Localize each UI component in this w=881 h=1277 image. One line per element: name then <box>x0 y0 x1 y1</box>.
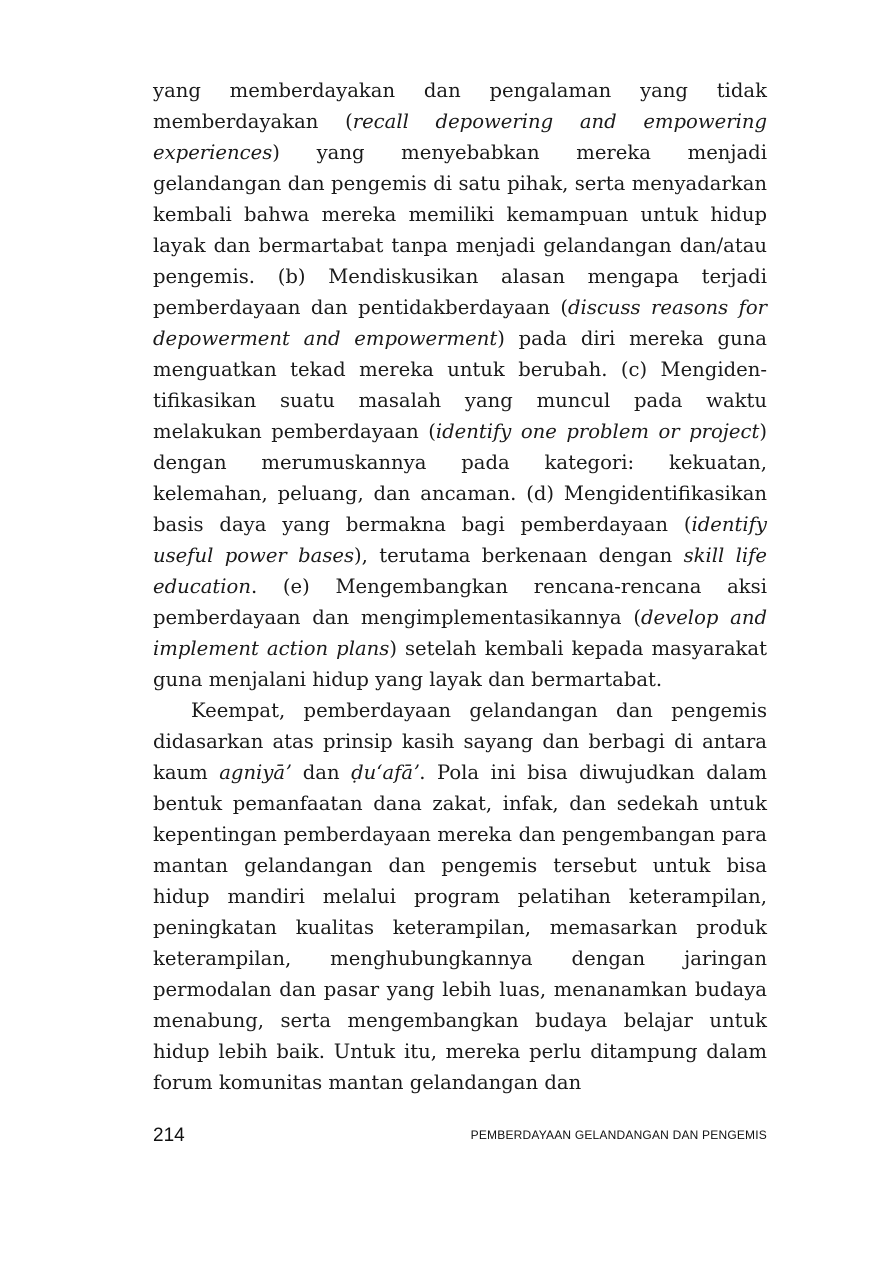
text-run: ) pada diri mereka guna menguatkan tekad mereka untuk berubah. (c) Mengidentifikasikan suatu masalah yang muncul pada waktu melakukan pemberdayaan ( <box>153 327 767 443</box>
italic-term: develop and implement action plans <box>153 606 767 660</box>
italic-term: ḍu‘afāʼ <box>351 761 420 784</box>
paragraph-keempat <box>153 695 767 1098</box>
italic-term: identify useful power bases <box>153 513 767 567</box>
italic-term: agniyāʼ <box>219 761 292 784</box>
text-run: ) yang menyebabkan mereka menjadi gelandangan dan pengemis di satu pihak, serta menyadarkan kembali bahwa mereka memiliki kemampuan untuk hidup layak dan bermartabat tanpa menjadi gelandangan dan/atau pengemis. (b) Mendiskusikan alasan mengapa terjadi pemberdayaan dan pentidakberdayaan ( <box>153 141 767 319</box>
text-run: ), terutama berkenaan dengan <box>354 544 684 567</box>
text-run: ) dengan merumuskannya pada kategori: kekuatan, kelemahan, peluang, dan ancaman. (d) Mengidentifikasikan basis daya yang bermakna bagi pemberdayaan ( <box>153 420 767 536</box>
text-run: Keempat, pemberdayaan gelandangan dan pengemis didasarkan atas prinsip kasih sayang dan berbagi di antara kaum <box>153 699 767 784</box>
italic-term: recall depowering and empowering experiences <box>153 110 768 164</box>
italic-term: identify one problem or project <box>435 420 760 443</box>
paragraph-continued <box>153 75 767 695</box>
italic-term: discuss reasons for depowerment and empowerment <box>153 296 767 350</box>
text-run: . Pola ini bisa diwujudkan dalam bentuk pemanfaatan dana zakat, infak, dan sedekah untuk kepentingan pemberdayaan mereka dan pengembangan para mantan gelandangan dan pengemis tersebut untuk bisa hidup mandiri melalui program pelatihan keterampilan, peningkatan kualitas keterampilan, memasarkan produk keterampilan, menghubungkannya dengan jaringan permodalan dan pasar yang lebih luas, menanamkan budaya menabung, serta mengembangkan budaya belajar untuk hidup lebih baik. Untuk itu, mereka perlu ditampung dalam forum komunitas mantan gelandangan dan <box>153 761 767 1094</box>
italic-term: skill life education <box>153 544 767 598</box>
text-run: yang memberdayakan dan pengalaman yang tidak memberdayakan ( <box>153 79 767 133</box>
page-number: 214 <box>153 1125 185 1146</box>
text-run: dan <box>291 761 352 784</box>
text-run: ) setelah kembali kepada masyarakat guna menjalani hidup yang layak dan bermartabat. <box>153 637 767 691</box>
text-run: . (e) Mengembangkan rencana-rencana aksi pemberdayaan dan mengimplementasikannya ( <box>153 575 767 629</box>
body-text <box>153 75 767 1098</box>
running-title: PEMBERDAYAAN GELANDANGAN DAN PENGEMIS <box>470 1128 767 1142</box>
